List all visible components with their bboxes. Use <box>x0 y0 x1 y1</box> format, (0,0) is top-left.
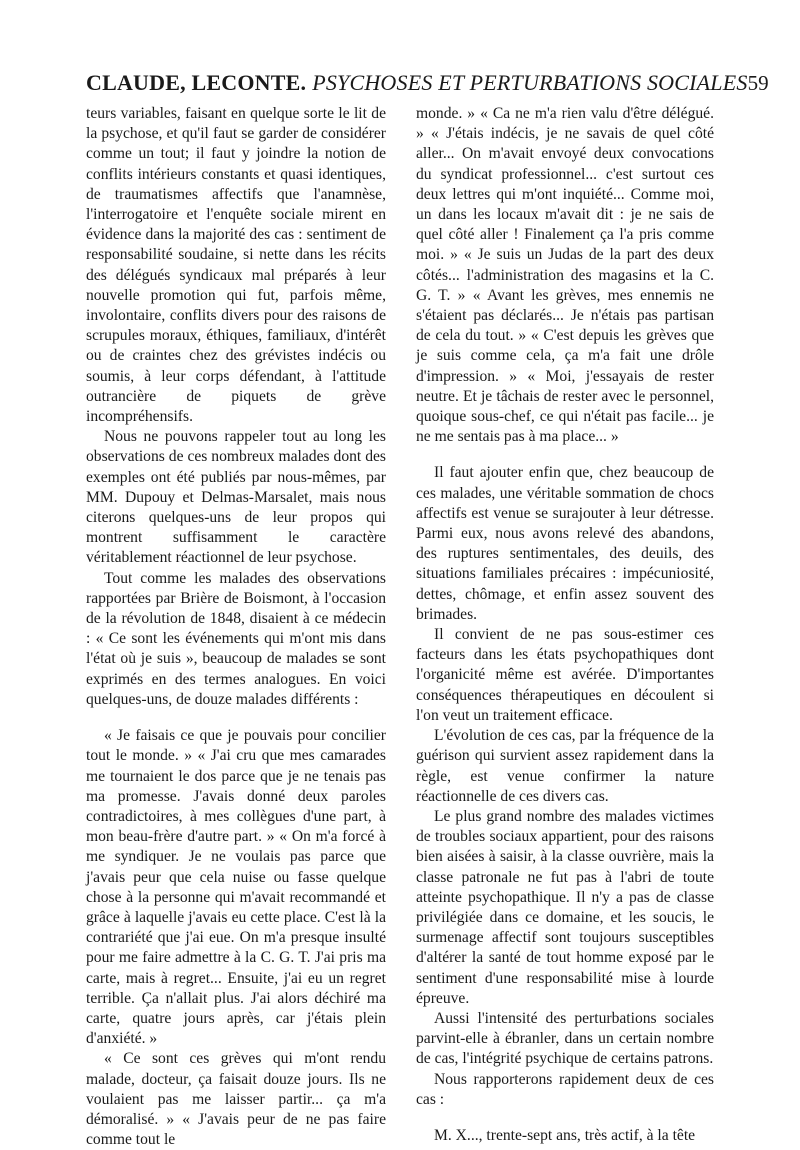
paragraph: Le plus grand nombre des malades victimes de troubles sociaux appartient, pour des raisons bien aisées à saisir, à la classe ouvrière, mais la classe patronale ne fut pas à l'abri de toute atteinte psychopathique. Il n'y a pas de classe privilégiée dans ce domaine, et les soucis, le surmenage affectif sont toujours susceptibles d'altérer la santé de tout homme exposé par le sentiment d'une responsabilité mise à lourde épreuve. <box>416 807 714 1007</box>
quote-paragraph: monde. » « Ca ne m'a rien valu d'être délégué. » « J'étais indécis, je ne savais de quel côté aller... On m'avait envoyé deux convocations du syndicat professionnel... c'est surtout ces deux lettres qui m'ont inquiété... Comme moi, un dans les locaux m'avait dit : je ne sais de quel côté aller ! Finalement ça l'a pris comme moi. » « Je suis un Judas de la part des deux côtés... l'administration des magasins et la C. G. T. » « Avant les grèves, mes ennemis ne s'étaient pas déclarés... Je n'étais pas partisan de cela du tout. » « C'est depuis les grèves que je suis comme cela, ça m'a fait une drôle d'impression. » « Moi, j'essayais de rester neutre. Et je tâchais de rester avec le personnel, quoique sous-chef, ce qui n'était pas facile... je ne me sentais pas à ma place... » <box>416 105 714 446</box>
right-column <box>416 104 714 1146</box>
paragraph: M. X..., trente-sept ans, très actif, à la tête <box>434 1126 696 1144</box>
paragraph: Nous ne pouvons rappeler tout au long les observations de ces nombreux malades dont des exemples ont été publiés par nous-mêmes, par MM. Dupouy et Delmas-Marsalet, mais nous citerons quelques-uns de leur propos qui montrent suffisamment le caractère véritablement réactionnel de leur psychose. <box>86 428 386 567</box>
paragraph: Tout comme les malades des observations rapportées par Brière de Boismont, à l'occasion de la révolution de 1848, disaient à ce médecin : « Ce sont les événements qui m'ont mis dans l'état où je suis », beaucoup de malades se sont exprimés en des termes analogues. En voici quelques-uns, de douze malades différents : <box>86 569 386 708</box>
left-column <box>86 104 386 1150</box>
paragraph: Il faut ajouter enfin que, chez beaucoup de ces malades, une véritable sommation de chocs affectifs est venue se surajouter à leur détresse. Parmi eux, nous avons relevé des abandons, des ruptures sentimentales, des deuils, des situations familiales précaires : impécuniosité, dettes, chômage, et enfin assez souvent des brimades. <box>416 464 714 623</box>
paragraph: Il convient de ne pas sous-estimer ces facteurs dans les états psychopathiques dont l'organicité même est avérée. D'importantes conséquences thérapeutiques en découlent si l'on veut un traitement efficace. <box>416 626 714 724</box>
header-authors: CLAUDE, LECONTE. <box>86 70 307 95</box>
paragraph: teurs variables, faisant en quelque sorte le lit de la psychose, et qu'il faut se garder de considérer comme un tout; il faut y joindre la notion de conflits intérieurs constants et quasi identiques, de traumatismes affectifs que l'anamnèse, l'interrogatoire et l'enquête sociale mirent en évidence dans la majorité des cas : sentiment de responsabilité soudaine, si nette dans les récits des délégués syndicaux mal préparés à leur nouvelle promotion qui fut, parfois même, involontaire, conflits divers pour des raisons de scrupules moraux, éthiques, familiaux, d'intérêt ou de craintes chez des grévistes indécis ou soumis, à leur corps défendant, à l'attitude outrancière de piquets de grève incompréhensifs. <box>86 105 386 426</box>
header-title: PSYCHOSES ET PERTURBATIONS SOCIALES <box>312 70 748 95</box>
paragraph: Nous rapporterons rapidement deux de ces cas : <box>416 1070 714 1108</box>
running-header <box>86 70 769 100</box>
running-title <box>86 70 748 96</box>
paragraph: L'évolution de ces cas, par la fréquence de la guérison qui survient assez rapidement dans la règle, est venue confirmer la nature réactionnelle de ces divers cas. <box>416 727 714 805</box>
quote-paragraph: « Ce sont ces grèves qui m'ont rendu malade, docteur, ça faisait douze jours. Ils ne voulaient pas me laisser partir... ça m'a démoralisé. » « J'avais peur de ne pas faire comme tout le <box>86 1050 386 1149</box>
quote-paragraph: « Je faisais ce que je pouvais pour concilier tout le monde. » « J'ai cru que mes camarades me tournaient le dos parce que je ne tenais pas ma promesse. J'avais donné deux paroles contradictoires, à mes collègues d'une part, à mon beau-frère d'autre part. » « On m'a forcé à me syndiquer. Je ne voulais pas parce que j'avais peur que cela nuise ou fasse quelque chose à la personne qui m'avait recommandé et grâce à laquelle j'avais eu cette place. C'est là la contrariété que j'ai eue. On m'a presque insulté pour me faire admettre à la C. G. T. J'ai pris ma carte, mais à regret... Ensuite, j'ai eu un regret terrible. Ça n'allait plus. J'ai alors déchiré ma carte, quatre jours après, car j'étais plein d'anxiété. » <box>86 727 386 1048</box>
paragraph: Aussi l'intensité des perturbations sociales parvint-elle à ébranler, dans un certain nombre de cas, l'intégrité psychique de certains patrons. <box>416 1009 714 1068</box>
page-number: 59 <box>747 71 769 95</box>
